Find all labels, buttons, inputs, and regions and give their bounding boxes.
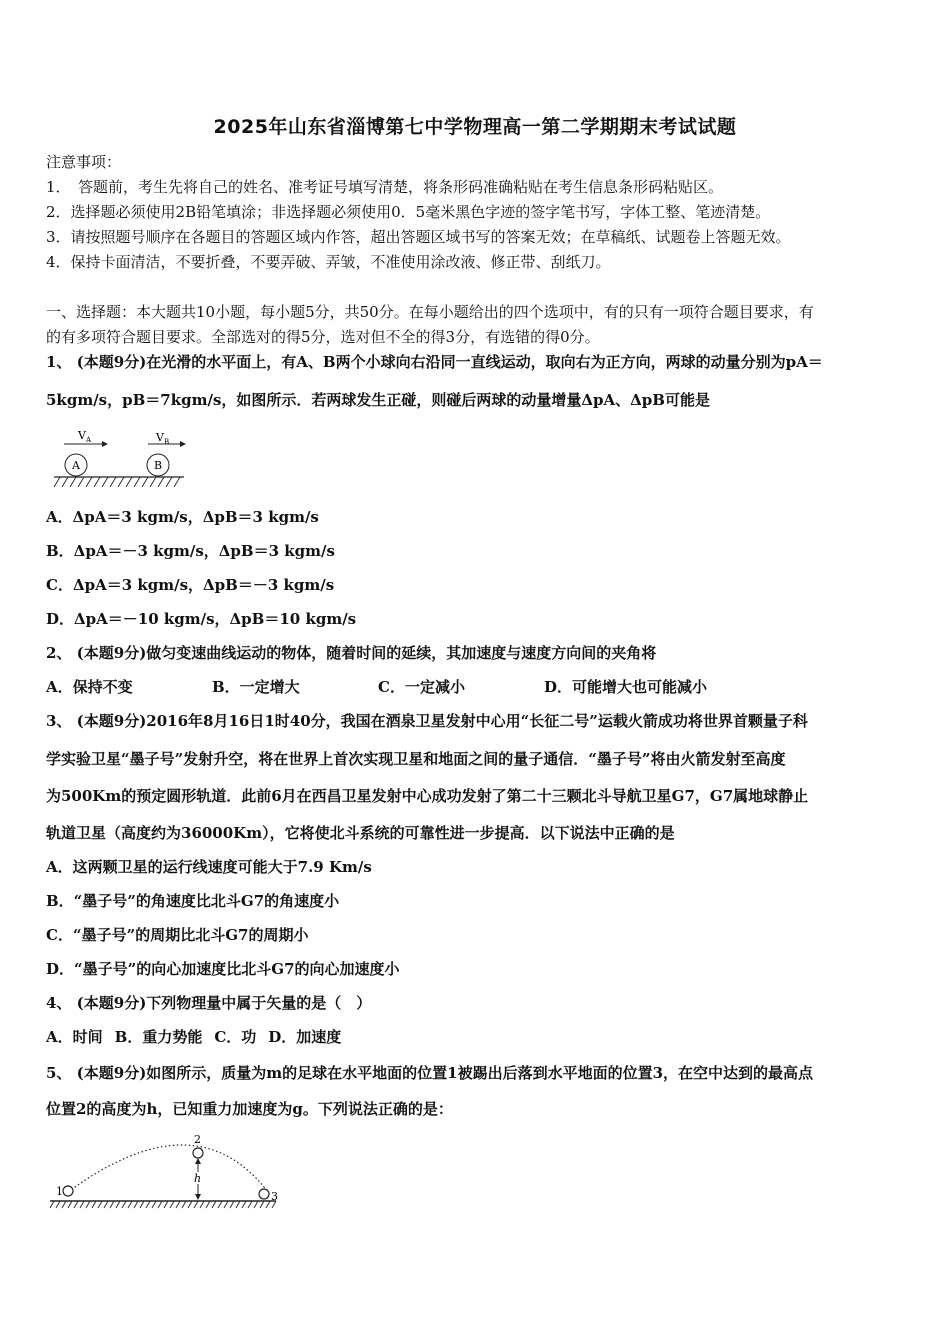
- q2-option-d: D．可能增大也可能减小: [544, 678, 708, 696]
- q3-stem-line: 轨道卫星（高度约为36000Km），它将使北斗系统的可靠性进一步提高．以下说法中正确的是: [46, 824, 675, 842]
- q3-option-a: A．这两颗卫星的运行线速度可能大于7.9 Km/s: [46, 858, 372, 876]
- q2-stem-line: 2、 (本题9分)做匀变速曲线运动的物体，随着时间的延续，其加速度与速度方向间的夹角将: [46, 644, 657, 662]
- q3-stem-line: 学实验卫星“墨子号”发射升空，将在世界上首次实现卫星和地面之间的量子通信．“墨子号”将由火箭发射至高度: [46, 750, 786, 768]
- q1-option-a: A．ΔpA＝3 kgm/s，ΔpB＝3 kgm/s: [46, 508, 319, 526]
- q5-stem-line: 5、 (本题9分)如图所示，质量为m的足球在水平地面的位置1被踢出后落到水平地面的位置3，在空中达到的最高点: [46, 1064, 814, 1082]
- ball-a-label: A: [72, 459, 80, 472]
- q4-option-c: C．功: [214, 1028, 257, 1046]
- q3-option-b: B．“墨子号”的角速度比北斗G7的角速度小: [46, 892, 340, 910]
- position-2-label: 2: [194, 1133, 201, 1146]
- q5-stem-line: 位置2的高度为h，已知重力加速度为g。下列说法正确的是：: [46, 1100, 453, 1118]
- trajectory-path: [68, 1145, 268, 1192]
- section-intro-line: 的有多项符合题目要求。全部选对的得5分，选对但不全的得3分，有选错的得0分。: [46, 328, 600, 346]
- q3-option-c: C．“墨子号”的周期比北斗G7的周期小: [46, 926, 309, 944]
- q2-option-b: B．一定增大: [212, 678, 300, 696]
- velocity-b-sub: B: [164, 438, 170, 446]
- ball-b-label: B: [154, 459, 163, 472]
- position-1-label: 1: [56, 1185, 63, 1198]
- q4-option-d: D．加速度: [268, 1028, 342, 1046]
- q3-option-d: D．“墨子号”的向心加速度比北斗G7的向心加速度小: [46, 960, 400, 978]
- q2-options: [46, 677, 906, 697]
- notice-item: 3．请按照题号顺序在各题目的答题区域内作答，超出答题区域书写的答案无效；在草稿纸、试题卷上答题无效。: [46, 228, 791, 246]
- notice-item: 2．选择题必须使用2B铅笔填涂；非选择题必须使用0．5毫米黑色字迹的签字笔书写，字体工整、笔迹清楚。: [46, 203, 771, 221]
- ground-hatch: [50, 1201, 276, 1208]
- velocity-a-label: V: [78, 429, 86, 442]
- q1-figure-balls: [50, 424, 190, 490]
- q3-stem-line: 3、 (本题9分)2016年8月16日1时40分，我国在酒泉卫星发射中心用“长征二号”运载火箭成功将世界首颗量子科: [46, 712, 808, 730]
- q1-stem-line: 1、 (本题9分)在光滑的水平面上，有A、B两个小球向右沿同一直线运动，取向右为正方向，两球的动量分别为pA＝: [46, 353, 823, 371]
- notice-item: 4．保持卡面清洁，不要折叠，不要弄破、弄皱，不准使用涂改液、修正带、刮纸刀。: [46, 253, 611, 271]
- q4-options: [46, 1027, 906, 1047]
- q3-stem-line: 为500Km的预定圆形轨道．此前6月在西昌卫星发射中心成功发射了第二十三颗北斗导航卫星G7，G7属地球静止: [46, 787, 809, 805]
- ball-position-2: [193, 1148, 203, 1158]
- q1-stem-line: 5kgm/s，pB＝7kgm/s，如图所示．若两球发生正碰，则碰后两球的动量增量ΔpA、ΔpB可能是: [46, 391, 710, 409]
- section-intro-line: 一、选择题：本大题共10小题，每小题5分，共50分。在每小题给出的四个选项中，有的只有一项符合题目要求，有: [46, 303, 814, 321]
- q2-option-c: C．一定减小: [378, 678, 465, 696]
- q4-option-a: A．时间: [46, 1028, 103, 1046]
- velocity-a-sub: A: [86, 436, 92, 444]
- ball-position-3: [259, 1189, 269, 1199]
- q1-option-b: B．ΔpA＝－3 kgm/s，ΔpB＝3 kgm/s: [46, 542, 335, 560]
- q4-stem-line: 4、 (本题9分)下列物理量中属于矢量的是（ ）: [46, 994, 372, 1012]
- height-label: h: [194, 1172, 202, 1185]
- q5-figure-trajectory: [46, 1128, 286, 1214]
- notice-item: 1． 答题前，考生先将自己的姓名、准考证号填写清楚，将条形码准确粘贴在考生信息条形码粘贴区。: [46, 178, 724, 196]
- notice-heading: 注意事项：: [46, 153, 122, 171]
- q4-option-b: B．重力势能: [114, 1028, 203, 1046]
- q1-option-c: C．ΔpA＝3 kgm/s，ΔpB＝－3 kgm/s: [46, 576, 335, 594]
- position-3-label: 3: [271, 1190, 278, 1203]
- q1-option-d: D．ΔpA＝－10 kgm/s，ΔpB＝10 kgm/s: [46, 610, 357, 628]
- velocity-b-label: V: [156, 431, 164, 444]
- q2-option-a: A．保持不变: [46, 678, 133, 696]
- ball-position-1: [63, 1186, 73, 1196]
- page-title: 2025年山东省淄博第七中学物理高一第二学期期末考试试题: [213, 116, 737, 138]
- ground-hatch: [54, 477, 180, 487]
